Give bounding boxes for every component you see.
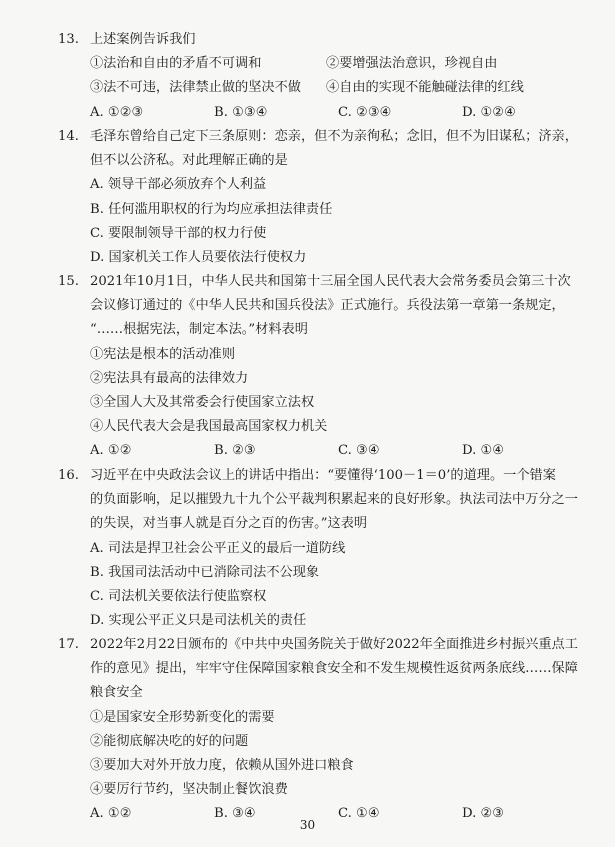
statement: ④人民代表大会是我国最高国家权力机关	[90, 419, 328, 435]
statement-row	[58, 76, 598, 100]
question-number: 15.	[58, 274, 79, 289]
question-stem: 的失误，对当事人就是百分之百的伤害。”这表明	[90, 516, 368, 532]
question-stem: 的负面影响，足以摧毁九十九个公平裁判积累起来的良好形象。执法司法中万分之一	[90, 492, 578, 508]
question-stem: 2022年2月22日颁布的《中共中央国务院关于做好2022年全面推进乡村振兴重点工	[90, 637, 578, 652]
option-c: C. ③④	[338, 443, 380, 459]
question-number: 16.	[58, 468, 79, 483]
option-d: D. ②③	[462, 806, 505, 822]
question-stem: 作的意见》提出，牢牢守住保障国家粮食安全和不发生规模性返贫两条底线……保障	[90, 661, 578, 677]
statement: ①法治和自由的矛盾不可调和	[90, 56, 262, 72]
question-17	[58, 633, 598, 827]
statement: ②能彻底解决吃的好的问题	[90, 733, 249, 749]
question-stem: 2021年10月1日，中华人民共和国第十三届全国人民代表大会常务委员会第三十次	[90, 274, 571, 289]
option-c: C. ①④	[338, 806, 380, 822]
options-row	[58, 101, 598, 125]
option-d: D. ①④	[462, 443, 505, 459]
question-16	[58, 464, 598, 633]
question-stem: 但不以公济私。对此理解正确的是	[90, 153, 288, 169]
option-a: A. ①②	[90, 443, 132, 459]
option-c: C. 司法机关要依法行使监察权	[90, 588, 267, 604]
page-number: 30	[299, 818, 316, 832]
statement: ③要加大对外开放力度，依赖从国外进口粮食	[90, 757, 354, 773]
option-d: D. 实现公平正义只是司法机关的责任	[90, 613, 307, 629]
statement: ①宪法是根本的活动准则	[90, 346, 236, 362]
option-b: B. ①③④	[214, 104, 268, 120]
option-a: A. 司法是捍卫社会公平正义的最后一道防线	[90, 540, 346, 556]
option-a: A. ①②③	[90, 104, 144, 120]
option-b: B. 任何滥用职权的行为均应承担法律责任	[90, 201, 333, 217]
option-c: C. ②③④	[338, 104, 392, 120]
question-number: 14.	[58, 129, 79, 144]
option-d: D. 国家机关工作人员要依法行使权力	[90, 249, 307, 265]
question-number: 13.	[58, 32, 79, 47]
question-stem: 粮食安全	[90, 685, 143, 701]
statement: ③法不可违，法律禁止做的坚决不做	[90, 80, 301, 96]
statement: ②要增强法治意识，珍视自由	[326, 56, 498, 72]
statement: ②宪法具有最高的法律效力	[90, 370, 249, 386]
option-b: B. ②③	[214, 443, 256, 459]
option-b: B. 我国司法活动中已消除司法不公现象	[90, 564, 320, 580]
option-c: C. 要限制领导干部的权力行使	[90, 225, 267, 241]
question-number: 17.	[58, 637, 79, 652]
question-stem: 上述案例告诉我们	[90, 32, 196, 47]
statement: ①是国家安全形势新变化的需要	[90, 709, 275, 725]
options-row	[58, 439, 598, 463]
question-stem: 习近平在中央政法会议上的讲话中指出：“要懂得‘100－1＝0’的道理。一个错案	[90, 468, 556, 483]
question-15	[58, 270, 598, 464]
option-a: A. ①②	[90, 806, 132, 822]
option-b: B. ③④	[214, 806, 256, 822]
question-14	[58, 125, 598, 270]
statement: ③全国人大及其常委会行使国家立法权	[90, 394, 315, 410]
question-stem: “……根据宪法，制定本法。”材料表明	[90, 322, 308, 338]
statement: ④自由的实现不能触碰法律的红线	[326, 80, 524, 96]
statement-row	[58, 52, 598, 76]
question-stem: 会议修订通过的《中华人民共和国兵役法》正式施行。兵役法第一章第一条规定，	[90, 298, 565, 314]
question-stem: 毛泽东曾给自己定下三条原则：恋亲，但不为亲徇私；念旧，但不为旧谋私；济亲，	[90, 129, 578, 144]
option-a: A. 领导干部必须放弃个人利益	[90, 177, 267, 193]
option-d: D. ①②④	[462, 104, 516, 120]
question-13	[58, 28, 598, 125]
statement: ④要厉行节约，坚决制止餐饮浪费	[90, 782, 288, 798]
